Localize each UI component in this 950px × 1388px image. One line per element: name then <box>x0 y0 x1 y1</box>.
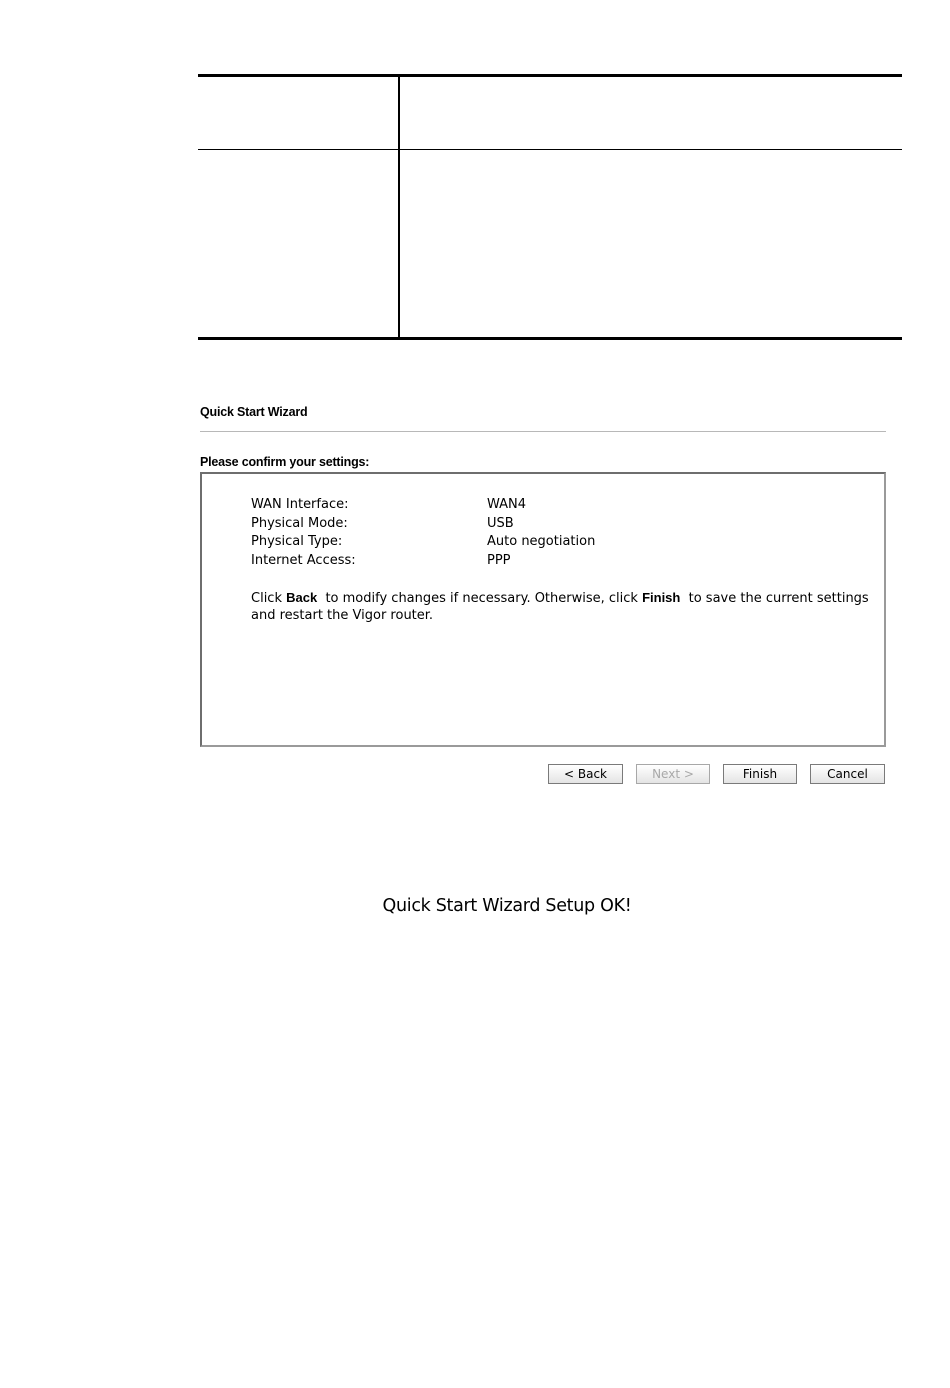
setting-row-internet-access <box>251 552 595 571</box>
table-column-divider <box>398 74 400 338</box>
table-row-divider <box>198 149 902 150</box>
setting-value: WAN4 <box>487 497 527 512</box>
setting-value: PPP <box>487 553 511 569</box>
confirm-label: Please confirm your settings: <box>200 455 370 469</box>
setting-label: Physical Type: <box>251 534 343 550</box>
next-button[interactable]: Next > <box>636 764 710 784</box>
note-text: Click <box>251 591 287 606</box>
note-text: to modify changes if necessary. Otherwise, click <box>317 591 643 606</box>
empty-table <box>198 74 902 340</box>
confirmation-note <box>251 589 871 624</box>
setting-value: USB <box>487 515 514 531</box>
settings-summary-box <box>200 472 886 747</box>
settings-list <box>251 496 595 571</box>
setting-row-physical-type <box>251 533 595 552</box>
note-text: to save the current settings and restart the Vigor router. <box>251 591 873 623</box>
table-top-rule <box>198 74 902 77</box>
setting-label: Internet Access: <box>251 553 356 569</box>
setting-row-wan-interface <box>251 496 595 515</box>
setting-label: WAN Interface: <box>251 497 349 512</box>
cancel-button[interactable]: Cancel <box>810 764 885 784</box>
table-bottom-rule <box>198 337 902 340</box>
wizard-title: Quick Start Wizard <box>200 405 308 419</box>
back-button[interactable]: < Back <box>548 764 623 784</box>
setting-label: Physical Mode: <box>251 515 348 531</box>
title-divider <box>200 431 886 432</box>
note-back-word: Back <box>286 590 318 605</box>
setting-value: Auto negotiation <box>487 534 596 550</box>
note-finish-word: Finish <box>642 590 681 605</box>
finish-button[interactable]: Finish <box>723 764 797 784</box>
setting-row-physical-mode <box>251 515 595 534</box>
setup-ok-message: Quick Start Wizard Setup OK! <box>382 896 632 916</box>
